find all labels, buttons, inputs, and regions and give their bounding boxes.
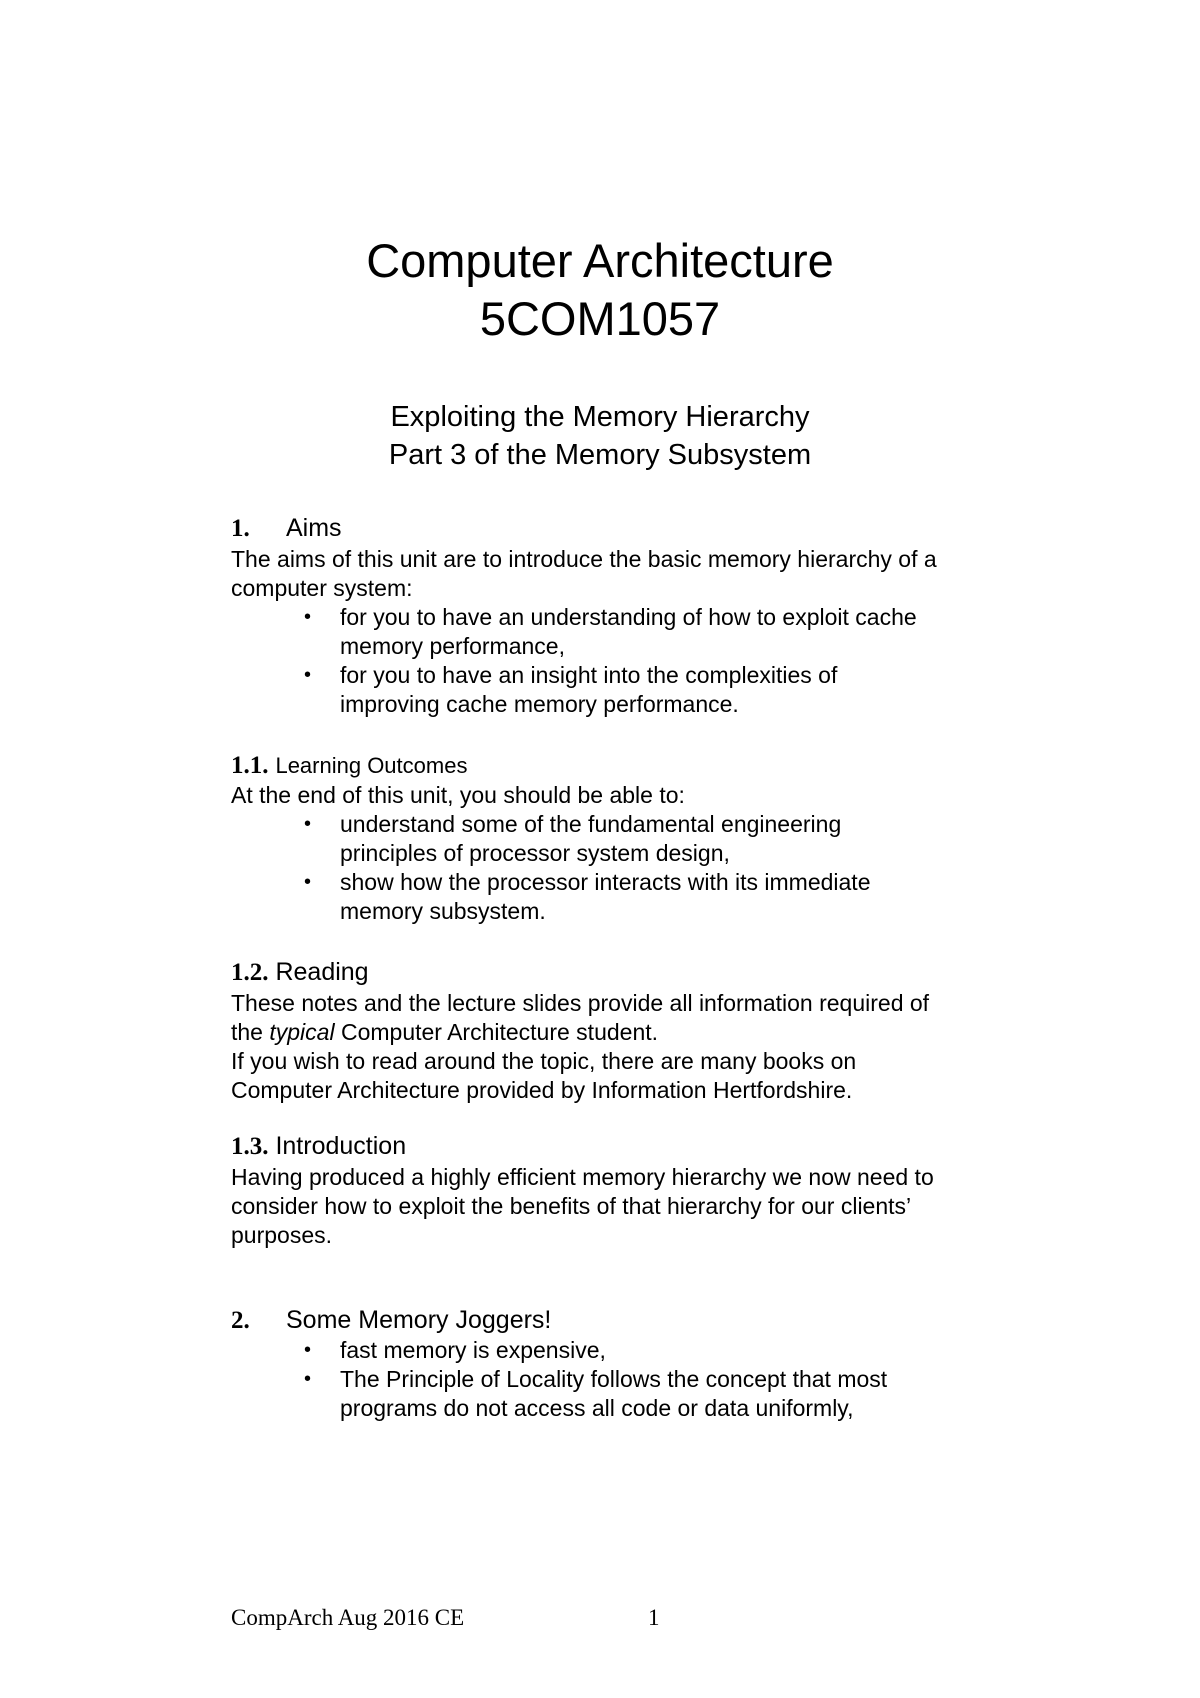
bullet-icon: •: [304, 1339, 312, 1361]
bullet-icon: •: [304, 606, 312, 628]
text-line: If you wish to read around the topic, there are many books on: [231, 1048, 857, 1074]
section-number: 1.2.: [231, 959, 269, 986]
list-item: [231, 1365, 940, 1423]
introduction-paragraph: [231, 1163, 1031, 1250]
text-line: These notes and the lecture slides provide all information required of: [231, 990, 930, 1016]
section-title: Learning Outcomes: [275, 753, 468, 778]
subtitle-line-1: Exploiting the Memory Hierarchy: [390, 401, 810, 433]
text-line: Having produced a highly efficient memory hierarchy we now need to: [231, 1164, 934, 1190]
aims-intro: [231, 545, 1031, 603]
document-title: [0, 232, 1200, 348]
text-line: computer system:: [231, 575, 413, 601]
section-heading-reading: [231, 956, 369, 989]
section-number: 1.1.: [231, 752, 269, 779]
list-item: [231, 1336, 940, 1365]
text-line: principles of processor system design,: [340, 840, 730, 866]
joggers-bullet-list: [231, 1336, 1031, 1423]
aims-bullet-list: [231, 603, 1031, 719]
title-line-2: 5COM1057: [479, 292, 721, 345]
bullet-icon: •: [304, 871, 312, 893]
text-line: The aims of this unit are to introduce the basic memory hierarchy of a: [231, 546, 937, 572]
list-item: [231, 661, 940, 719]
page-footer: [231, 1604, 660, 1632]
bullet-icon: •: [304, 813, 312, 835]
text-line: for you to have an understanding of how to exploit cache: [340, 604, 917, 630]
emphasis-text: typical: [269, 1019, 335, 1045]
section-title: Introduction: [275, 1132, 407, 1160]
text-line: improving cache memory performance.: [340, 691, 739, 717]
list-item: [231, 603, 940, 661]
bullet-icon: •: [304, 1368, 312, 1390]
list-item: [231, 868, 940, 926]
text-line: purposes.: [231, 1222, 333, 1248]
section-number: 2.: [231, 1307, 250, 1334]
text-line: programs do not access all code or data uniformly,: [340, 1395, 854, 1421]
footer-label: CompArch Aug 2016 CE: [231, 1605, 465, 1630]
section-number: 1.: [231, 515, 250, 542]
section-heading-introduction: [231, 1130, 406, 1163]
document-subtitle: [0, 398, 1200, 474]
text-line: The Principle of Locality follows the concept that most: [340, 1366, 888, 1392]
text-line: Computer Architecture provided by Information Hertfordshire.: [231, 1077, 853, 1103]
outcomes-intro: At the end of this unit, you should be able to:: [231, 782, 685, 808]
page-number: 1: [648, 1605, 660, 1630]
text-line: fast memory is expensive,: [340, 1337, 606, 1363]
list-item: [231, 810, 940, 868]
section-title: Reading: [275, 958, 369, 986]
text-line: show how the processor interacts with its immediate: [340, 869, 871, 895]
section-heading-aims: [231, 512, 342, 545]
text-segment: the: [231, 1019, 270, 1045]
text-line: [231, 1018, 1031, 1047]
subtitle-line-2: Part 3 of the Memory Subsystem: [388, 439, 812, 471]
text-line: consider how to exploit the benefits of that hierarchy for our clients’: [231, 1193, 912, 1219]
text-line: memory subsystem.: [340, 898, 546, 924]
section-number: 1.3.: [231, 1133, 269, 1160]
reading-paragraph: [231, 989, 1031, 1105]
text-line: for you to have an insight into the complexities of: [340, 662, 838, 688]
section-heading-outcomes: [231, 749, 467, 782]
outcomes-bullet-list: [231, 810, 1031, 926]
section-title: Some Memory Joggers!: [286, 1306, 552, 1334]
text-line: memory performance,: [340, 633, 565, 659]
title-line-1: Computer Architecture: [366, 234, 834, 287]
text-segment: Computer Architecture student.: [334, 1019, 659, 1045]
section-heading-joggers: [231, 1304, 551, 1337]
text-line: understand some of the fundamental engineering: [340, 811, 842, 837]
section-title: Aims: [286, 514, 342, 542]
bullet-icon: •: [304, 664, 312, 686]
